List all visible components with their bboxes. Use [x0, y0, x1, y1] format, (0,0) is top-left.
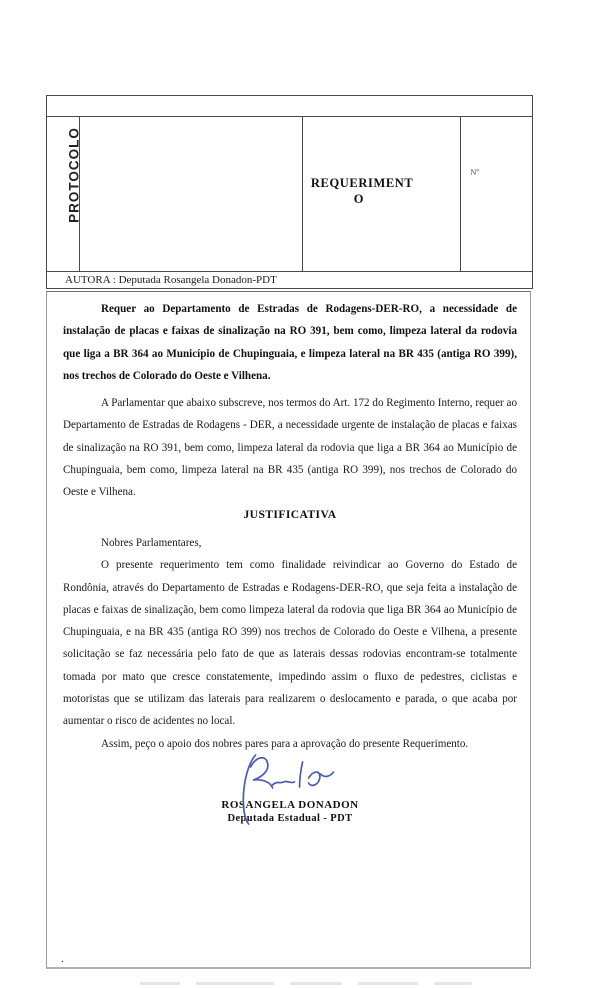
justification-heading: JUSTIFICATIVA	[243, 507, 337, 521]
signature-block	[63, 799, 517, 825]
request-paragraph: A Parlamentar que abaixo subscreve, nos termos do Art. 172 do Regimento Interno, requer ao Departamento de Estradas de Rodagens - DER, a necessidade urgente de instalação de placas e faixas de sinalização na RO 391, bem como, limpeza lateral da rodovia que liga a BR 364 ao Município de Chupinguaia, bem como, limpeza lateral na BR 435 (antiga RO 399), nos trechos de Colorado do Oeste e Vilhena.	[63, 397, 517, 499]
summary-paragraph: Requer ao Departamento de Estradas de Rodagens-DER-RO, a necessidade de instalação de placas e faixas de sinalização na RO 391, bem como, limpeza lateral da rodovia que liga a BR 364 ao Município de Chupinguaia, e limpeza lateral na BR 435 (antiga RO 399), nos trechos de Colorado do Oeste e Vilhena.	[63, 303, 517, 382]
title-cell	[303, 117, 461, 271]
closing-paragraph: Assim, peço o apoio dos nobres pares para a aprovação do presente Requerimento.	[101, 737, 469, 750]
number-label: Nº	[470, 167, 480, 177]
protocolo-label: PROTOCOLO	[66, 127, 82, 223]
header-table	[46, 95, 533, 289]
signature-title: Deputada Estadual - PDT	[227, 812, 353, 824]
signature-name: ROSANGELA DONADON	[221, 798, 359, 811]
header-main-row	[47, 117, 532, 271]
page-bottom-scan-artifacts	[140, 982, 475, 985]
document-title-line2: O	[353, 191, 365, 206]
number-cell	[461, 117, 532, 271]
trailing-period: .	[61, 953, 64, 965]
author-line: AUTORA : Deputada Rosangela Donadon-PDT	[65, 274, 277, 286]
salutation: Nobres Parlamentares,	[101, 536, 202, 549]
author-row	[47, 271, 532, 288]
document-title-line1: REQUERIMENT	[310, 176, 414, 190]
document-body	[46, 291, 531, 969]
header-empty-row	[47, 96, 532, 117]
justification-paragraph: O presente requerimento tem como finalidade reivindicar ao Governo do Estado de Rondônia, através do Departamento de Estradas e Rodagens-DER-RO, que seja feita a instalação de placas e faixas de sinalização, bem como limpeza lateral da rodovia que liga BR 364 ao Município de Chupinguaia, e na BR 435 (antiga RO 399) nos trechos de Colorado do Oeste e Vilhena, a presente solicitação se faz necessária pelo fato de que as laterais dessas rodovias encontram-se totalmente tomada por mato que cresce constatemente, impedindo assim o fluxo de pedestres, ciclistas e motoristas que se utilizam das laterais para realizarem o deslocamento e parada, o que acaba por aumentar o risco de acidentes no local.	[63, 559, 517, 728]
protocolo-cell	[47, 117, 303, 271]
document-title	[310, 176, 414, 207]
